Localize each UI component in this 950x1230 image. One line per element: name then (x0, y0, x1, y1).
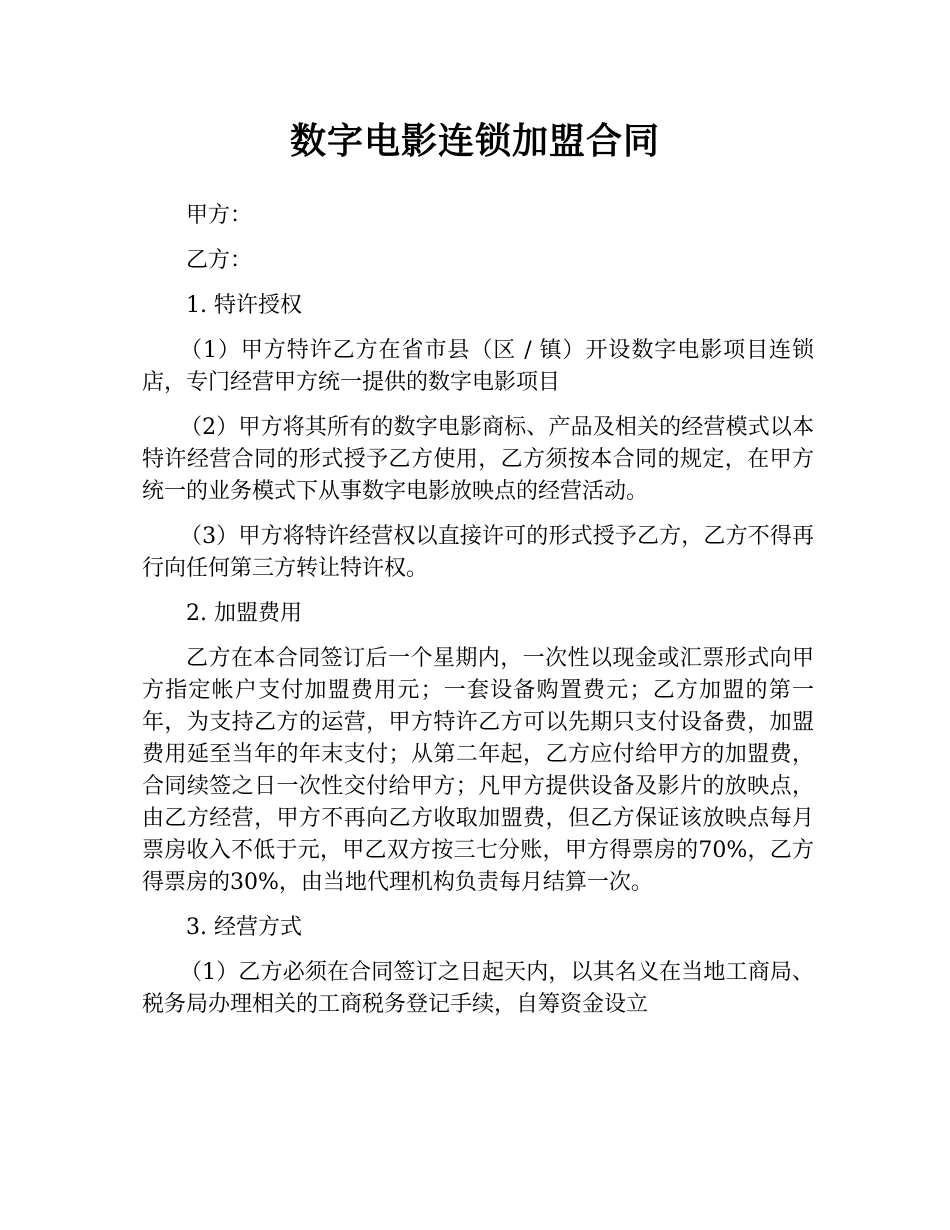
section-heading: 1. 特许授权 (186, 293, 302, 318)
section-heading: 2. 加盟费用 (186, 601, 302, 626)
paragraph: （1）甲方特许乙方在省市县（区 / 镇）开设数字电影项目连锁店，专门经营甲方统一提供的数字电影项目 (142, 338, 814, 395)
party-a-line: 甲方： (186, 203, 253, 228)
paragraph: （1）乙方必须在合同签订之日起天内，以其名义在当地工商局、税务局办理相关的工商税务登记手续，自筹资金设立 (142, 960, 814, 1017)
document-title: 数字电影连锁加盟合同 (289, 121, 660, 162)
party-b-line: 乙方： (186, 248, 253, 273)
paragraph: （2）甲方将其所有的数字电影商标、产品及相关的经营模式以本特许经营合同的形式授予乙方使用，乙方须按本合同的规定，在甲方统一的业务模式下从事数字电影放映点的经营活动。 (142, 415, 814, 504)
paragraph: （3）甲方将特许经营权以直接许可的形式授予乙方，乙方不得再行向任何第三方转让特许权。 (142, 524, 814, 581)
document-body (142, 200, 814, 1034)
paragraph: 乙方在本合同签订后一个星期内，一次性以现金或汇票形式向甲方指定帐户支付加盟费用元；一套设备购置费元；乙方加盟的第一年，为支持乙方的运营，甲方特许乙方可以先期只支付设备费，加盟费用延至当年的年末支付；从第二年起，乙方应付给甲方的加盟费，合同续签之日一次性交付给甲方；凡甲方提供设备及影片的放映点，由乙方经营，甲方不再向乙方收取加盟费，但乙方保证该放映点每月票房收入不低于元，甲乙双方按三七分账，甲方得票房的70%，乙方得票房的30%，由当地代理机构负责每月结算一次。 (142, 646, 814, 895)
section-heading: 3. 经营方式 (186, 915, 302, 940)
